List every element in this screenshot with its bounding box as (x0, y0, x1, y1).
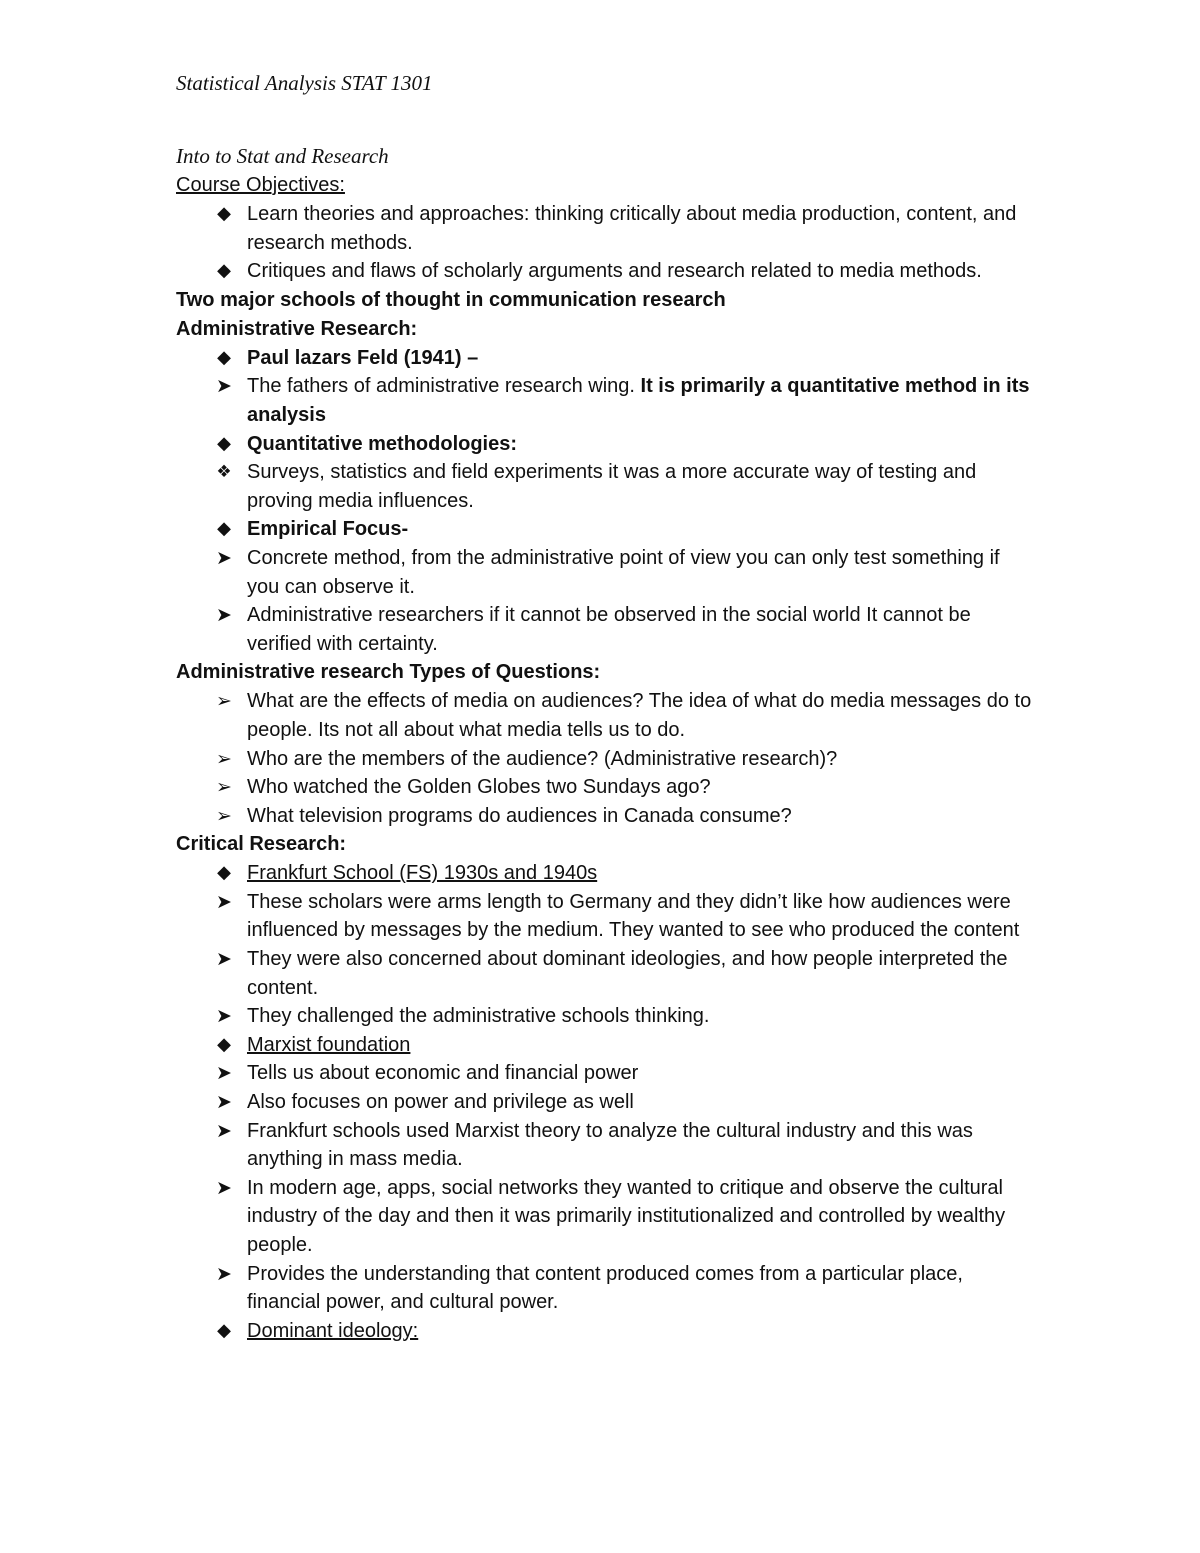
arrowhead-bullet-icon (212, 601, 236, 631)
outline-arrow-bullet-icon (212, 773, 236, 803)
list-item (176, 458, 1036, 515)
list-item (176, 1260, 1036, 1317)
list-item-text: Administrative researchers if it cannot be observed in the social world It cannot be verified with certainty. (247, 604, 971, 655)
list-item (176, 1002, 1036, 1031)
list-item (176, 859, 1036, 888)
list-item (176, 344, 1036, 373)
list-item-text: Dominant ideology: (247, 1319, 419, 1342)
list-item (176, 1174, 1036, 1260)
list-item-text: Marxist foundation (247, 1033, 411, 1056)
list-item-text: Paul lazars Feld (1941) – (247, 346, 479, 369)
diamond-bullet-icon (212, 515, 236, 544)
list-item-text: What television programs do audiences in Canada consume? (247, 804, 792, 827)
list-item (176, 773, 1036, 802)
diamond-bullet-icon (212, 1317, 236, 1346)
list-item (176, 430, 1036, 459)
list-item (176, 515, 1036, 544)
list-item (176, 257, 1036, 286)
list-item (176, 544, 1036, 601)
list-item-text: They were also concerned about dominant ideologies, and how people interpreted the content. (247, 948, 1008, 999)
admin-questions-heading: Administrative research Types of Questions: (176, 661, 601, 684)
arrowhead-bullet-icon (212, 544, 236, 574)
list-item-text: Learn theories and approaches: thinking critically about media production, content, and research methods. (247, 203, 1017, 254)
list-item (176, 1031, 1036, 1060)
arrowhead-bullet-icon (212, 1088, 236, 1118)
list-item (176, 687, 1036, 744)
list-item-text: What are the effects of media on audiences? The idea of what do media messages do to people. Its not all about what media tells us to do. (247, 690, 1032, 741)
list-item (176, 1317, 1036, 1346)
list-item-text: Frankfurt School (FS) 1930s and 1940s (247, 862, 598, 885)
diamond-bullet-icon (212, 344, 236, 373)
list-item-text: They challenged the administrative schools thinking. (247, 1005, 710, 1028)
list-item (176, 945, 1036, 1002)
list-item-text: In modern age, apps, social networks they wanted to critique and observe the cultural industry of the day and then it was primarily institutionalized and controlled by wealthy people. (247, 1176, 1006, 1256)
arrowhead-bullet-icon (212, 1002, 236, 1032)
two-schools-heading: Two major schools of thought in communication research (176, 288, 726, 311)
arrowhead-bullet-icon (212, 1260, 236, 1290)
diamond-bullet-icon (212, 859, 236, 888)
arrowhead-bullet-icon (212, 372, 236, 402)
list-item (176, 1059, 1036, 1088)
list-item (176, 888, 1036, 945)
list-item-text: Also focuses on power and privilege as well (247, 1091, 634, 1114)
list-item-text: Who are the members of the audience? (Administrative research)? (247, 747, 838, 770)
list-item-text: The fathers of administrative research wing. (247, 375, 635, 398)
diamond-bullet-icon (212, 257, 236, 286)
list-item (176, 745, 1036, 774)
list-item (176, 1117, 1036, 1174)
page-header-title: Statistical Analysis STAT 1301 (176, 71, 433, 95)
list-item-text: Frankfurt schools used Marxist theory to analyze the cultural industry and this was anything in mass media. (247, 1119, 973, 1171)
list-item-text: Who watched the Golden Globes two Sundays ago? (247, 776, 711, 799)
list-item-bold-text: It is primarily a quantitative method in its analysis (247, 375, 1030, 426)
list-item (176, 601, 1036, 658)
list-item-text: Concrete method, from the administrative point of view you can only test something if you can observe it. (247, 546, 1000, 598)
list-item-text: Quantitative methodologies: (247, 432, 518, 455)
outline-arrow-bullet-icon (212, 802, 236, 832)
admin-research-heading: Administrative Research: (176, 317, 418, 340)
list-item (176, 802, 1036, 831)
list-item-text: Empirical Focus- (247, 518, 409, 541)
arrowhead-bullet-icon (212, 945, 236, 975)
arrowhead-bullet-icon (212, 1059, 236, 1089)
outline-arrow-bullet-icon (212, 687, 236, 717)
list-item-text: Tells us about economic and financial power (247, 1062, 639, 1085)
list-item (176, 372, 1036, 429)
outline-arrow-bullet-icon (212, 745, 236, 775)
list-item-text: These scholars were arms length to Germany and they didn’t like how audiences were influenced by messages by the medium. They wanted to see who produced the content (247, 890, 1020, 942)
document-body (176, 142, 1036, 1345)
diamond-bullet-icon (212, 430, 236, 459)
arrowhead-bullet-icon (212, 888, 236, 918)
list-item-text: Critiques and flaws of scholarly arguments and research related to media methods. (247, 260, 982, 283)
arrowhead-bullet-icon (212, 1117, 236, 1147)
critical-research-heading: Critical Research: (176, 833, 347, 856)
diamond-bullet-icon (212, 200, 236, 229)
list-item (176, 200, 1036, 257)
arrowhead-bullet-icon (212, 1174, 236, 1204)
course-objectives-heading: Course Objectives: (176, 174, 345, 196)
list-item (176, 1088, 1036, 1117)
section-title: Into to Stat and Research (176, 144, 389, 168)
list-item-text: Surveys, statistics and field experiments it was a more accurate way of testing and proving media influences. (247, 461, 977, 512)
four-diamond-bullet-icon (212, 458, 236, 487)
list-item-text: Provides the understanding that content produced comes from a particular place, financial power, and cultural power. (247, 1262, 963, 1314)
diamond-bullet-icon (212, 1031, 236, 1060)
